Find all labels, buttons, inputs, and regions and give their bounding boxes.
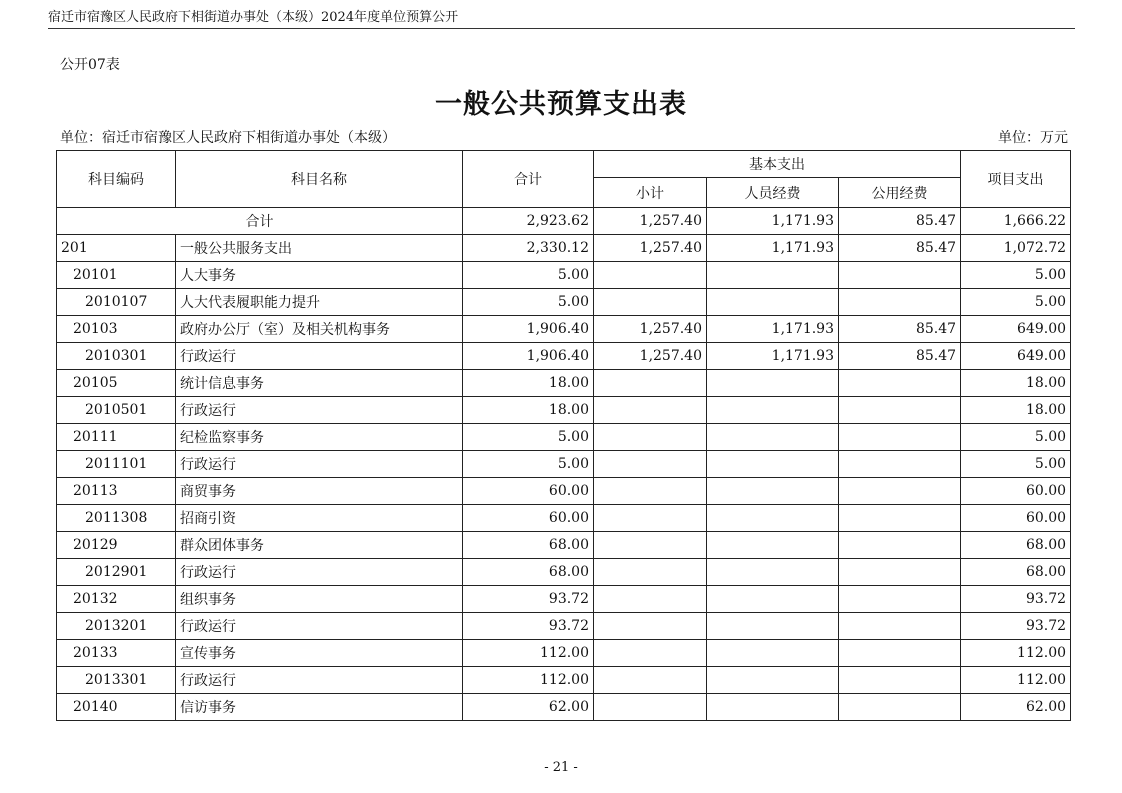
subtotal-cell — [594, 532, 707, 559]
subtotal-cell — [594, 667, 707, 694]
personnel-cell: 1,171.93 — [707, 235, 839, 262]
personnel-cell — [707, 640, 839, 667]
table-row — [57, 586, 1071, 613]
personnel-cell — [707, 694, 839, 721]
personnel-cell — [707, 586, 839, 613]
table-row — [57, 370, 1071, 397]
personnel-cell — [707, 667, 839, 694]
code-cell: 20133 — [57, 640, 176, 667]
public-use-cell — [839, 478, 961, 505]
public-use-cell — [839, 559, 961, 586]
project-cell: 18.00 — [961, 370, 1071, 397]
total-cell: 60.00 — [463, 505, 594, 532]
header-total: 合计 — [463, 151, 594, 208]
project-cell: 1,072.72 — [961, 235, 1071, 262]
code-cell: 2010107 — [57, 289, 176, 316]
page-number: - 21 - — [544, 760, 578, 775]
table-row — [57, 235, 1071, 262]
name-cell: 政府办公厅（室）及相关机构事务 — [176, 316, 463, 343]
project-cell: 649.00 — [961, 316, 1071, 343]
page-title: 一般公共预算支出表 — [435, 89, 687, 120]
total-cell: 5.00 — [463, 451, 594, 478]
personnel-cell: 1,171.93 — [707, 343, 839, 370]
total-cell: 93.72 — [463, 613, 594, 640]
project-cell: 112.00 — [961, 667, 1071, 694]
project-cell: 18.00 — [961, 397, 1071, 424]
subtotal-cell: 1,257.40 — [594, 235, 707, 262]
total-cell: 93.72 — [463, 586, 594, 613]
code-cell: 20105 — [57, 370, 176, 397]
table-row — [57, 424, 1071, 451]
subtotal-cell — [594, 505, 707, 532]
table-row — [57, 505, 1071, 532]
project-cell: 5.00 — [961, 262, 1071, 289]
name-cell: 行政运行 — [176, 613, 463, 640]
subtotal-cell — [594, 451, 707, 478]
table-row — [57, 478, 1071, 505]
code-cell: 2010501 — [57, 397, 176, 424]
project-cell: 68.00 — [961, 559, 1071, 586]
public-use-cell: 85.47 — [839, 235, 961, 262]
subtotal-cell — [594, 694, 707, 721]
total-cell: 68.00 — [463, 559, 594, 586]
name-cell: 行政运行 — [176, 667, 463, 694]
total-cell: 5.00 — [463, 289, 594, 316]
subtotal-cell — [594, 586, 707, 613]
table-row — [57, 343, 1071, 370]
public-use-cell — [839, 586, 961, 613]
project-cell: 5.00 — [961, 451, 1071, 478]
project-cell: 1,666.22 — [961, 208, 1071, 235]
header-project: 项目支出 — [961, 151, 1071, 208]
project-cell: 5.00 — [961, 289, 1071, 316]
public-use-cell — [839, 370, 961, 397]
total-cell: 112.00 — [463, 640, 594, 667]
subtotal-cell — [594, 559, 707, 586]
total-cell: 5.00 — [463, 424, 594, 451]
table-row — [57, 397, 1071, 424]
subtotal-cell: 1,257.40 — [594, 316, 707, 343]
code-cell: 2012901 — [57, 559, 176, 586]
name-cell: 商贸事务 — [176, 478, 463, 505]
subtotal-cell — [594, 370, 707, 397]
subtotal-cell: 1,257.40 — [594, 343, 707, 370]
code-cell: 20113 — [57, 478, 176, 505]
public-use-cell — [839, 424, 961, 451]
total-row — [57, 208, 1071, 235]
total-cell: 1,906.40 — [463, 316, 594, 343]
table-row — [57, 640, 1071, 667]
table-row — [57, 532, 1071, 559]
name-cell: 纪检监察事务 — [176, 424, 463, 451]
public-use-cell — [839, 397, 961, 424]
header-public-use: 公用经费 — [839, 178, 961, 208]
public-use-cell — [839, 694, 961, 721]
personnel-cell — [707, 424, 839, 451]
total-cell: 2,923.62 — [463, 208, 594, 235]
personnel-cell — [707, 370, 839, 397]
personnel-cell: 1,171.93 — [707, 208, 839, 235]
name-cell: 组织事务 — [176, 586, 463, 613]
header-code: 科目编码 — [57, 151, 176, 208]
personnel-cell — [707, 451, 839, 478]
project-cell: 68.00 — [961, 532, 1071, 559]
running-header: 宿迁市宿豫区人民政府下相街道办事处（本级）2024年度单位预算公开 — [48, 8, 1075, 29]
code-cell: 20101 — [57, 262, 176, 289]
table-row — [57, 316, 1071, 343]
name-cell: 人大事务 — [176, 262, 463, 289]
code-cell: 2013201 — [57, 613, 176, 640]
name-cell: 信访事务 — [176, 694, 463, 721]
code-cell: 2011101 — [57, 451, 176, 478]
subtotal-cell — [594, 289, 707, 316]
total-cell: 112.00 — [463, 667, 594, 694]
name-cell: 一般公共服务支出 — [176, 235, 463, 262]
code-cell: 20111 — [57, 424, 176, 451]
personnel-cell — [707, 262, 839, 289]
table-row — [57, 613, 1071, 640]
name-cell: 群众团体事务 — [176, 532, 463, 559]
budget-table — [56, 150, 1071, 721]
table-body — [57, 208, 1071, 721]
form-number: 公开07表 — [60, 57, 120, 73]
subtotal-cell: 1,257.40 — [594, 208, 707, 235]
subtotal-cell — [594, 640, 707, 667]
personnel-cell — [707, 478, 839, 505]
name-cell: 招商引资 — [176, 505, 463, 532]
name-cell: 统计信息事务 — [176, 370, 463, 397]
name-cell: 行政运行 — [176, 559, 463, 586]
total-label: 合计 — [57, 208, 463, 235]
public-use-cell: 85.47 — [839, 316, 961, 343]
public-use-cell — [839, 505, 961, 532]
code-cell: 20103 — [57, 316, 176, 343]
code-cell: 20129 — [57, 532, 176, 559]
total-cell: 2,330.12 — [463, 235, 594, 262]
personnel-cell — [707, 289, 839, 316]
personnel-cell — [707, 559, 839, 586]
public-use-cell — [839, 532, 961, 559]
subtotal-cell — [594, 262, 707, 289]
code-cell: 2011308 — [57, 505, 176, 532]
subtotal-cell — [594, 613, 707, 640]
subtotal-cell — [594, 424, 707, 451]
subtotal-cell — [594, 397, 707, 424]
public-use-cell — [839, 640, 961, 667]
table-row — [57, 667, 1071, 694]
unit-row — [60, 127, 1068, 145]
project-cell: 93.72 — [961, 586, 1071, 613]
personnel-cell: 1,171.93 — [707, 316, 839, 343]
unit-name: 单位：宿迁市宿豫区人民政府下相街道办事处（本级） — [60, 130, 396, 146]
public-use-cell — [839, 289, 961, 316]
code-cell: 2013301 — [57, 667, 176, 694]
table-row — [57, 694, 1071, 721]
project-cell: 93.72 — [961, 613, 1071, 640]
code-cell: 201 — [57, 235, 176, 262]
total-cell: 60.00 — [463, 478, 594, 505]
subtotal-cell — [594, 478, 707, 505]
header-name: 科目名称 — [176, 151, 463, 208]
name-cell: 宣传事务 — [176, 640, 463, 667]
project-cell: 60.00 — [961, 505, 1071, 532]
name-cell: 行政运行 — [176, 343, 463, 370]
personnel-cell — [707, 532, 839, 559]
total-cell: 62.00 — [463, 694, 594, 721]
total-cell: 18.00 — [463, 397, 594, 424]
project-cell: 62.00 — [961, 694, 1071, 721]
header-subtotal: 小计 — [594, 178, 707, 208]
project-cell: 60.00 — [961, 478, 1071, 505]
public-use-cell — [839, 262, 961, 289]
public-use-cell: 85.47 — [839, 208, 961, 235]
header-personnel: 人员经费 — [707, 178, 839, 208]
code-cell: 2010301 — [57, 343, 176, 370]
code-cell: 20140 — [57, 694, 176, 721]
table-row — [57, 451, 1071, 478]
name-cell: 行政运行 — [176, 451, 463, 478]
project-cell: 112.00 — [961, 640, 1071, 667]
public-use-cell — [839, 451, 961, 478]
project-cell: 5.00 — [961, 424, 1071, 451]
table-row — [57, 289, 1071, 316]
project-cell: 649.00 — [961, 343, 1071, 370]
public-use-cell — [839, 613, 961, 640]
header-basic: 基本支出 — [594, 151, 961, 178]
total-cell: 5.00 — [463, 262, 594, 289]
total-cell: 18.00 — [463, 370, 594, 397]
total-cell: 1,906.40 — [463, 343, 594, 370]
name-cell: 行政运行 — [176, 397, 463, 424]
table-row — [57, 262, 1071, 289]
personnel-cell — [707, 505, 839, 532]
currency-unit: 单位：万元 — [998, 130, 1068, 146]
table-row — [57, 559, 1071, 586]
public-use-cell — [839, 667, 961, 694]
personnel-cell — [707, 613, 839, 640]
public-use-cell: 85.47 — [839, 343, 961, 370]
total-cell: 68.00 — [463, 532, 594, 559]
personnel-cell — [707, 397, 839, 424]
code-cell: 20132 — [57, 586, 176, 613]
name-cell: 人大代表履职能力提升 — [176, 289, 463, 316]
